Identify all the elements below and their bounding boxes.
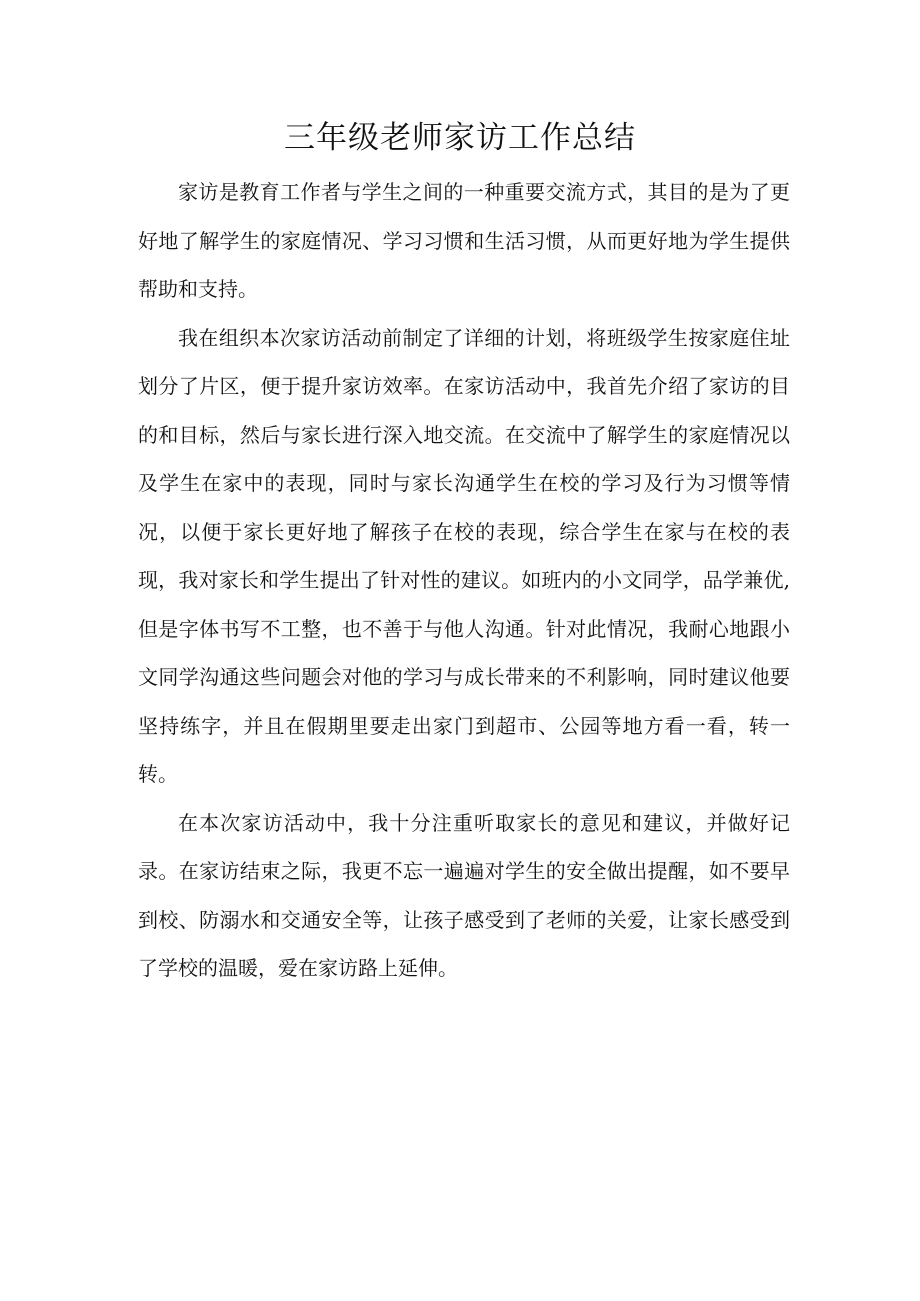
paragraph-activity: 我在组织本次家访活动前制定了详细的计划，将班级学生按家庭住址划分了片区，便于提升家访效率。在家访活动中，我首先介绍了家访的目的和目标，然后与家长进行深入地交流。在交流中了解学生的家庭情况以及学生在家中的表现，同时与家长沟通学生在校的学习及行为习惯等情况，以便于家长更好地了解孩子在校的表现，综合学生在家与在校的表现，我对家长和学生提出了针对性的建议。如班内的小文同学，品学兼优,但是字体书写不工整，也不善于与他人沟通。针对此情况，我耐心地跟小文同学沟通这些问题会对他的学习与成长带来的不利影响，同时建议他要坚持练字，并且在假期里要走出家门到超市、公园等地方看一看，转一转。 <box>138 325 790 786</box>
paragraph-intro: 家访是教育工作者与学生之间的一种重要交流方式，其目的是为了更好地了解学生的家庭情况、学习习惯和生活习惯，从而更好地为学生提供帮助和支持。 <box>138 180 790 301</box>
document-body <box>138 168 790 993</box>
paragraph-conclusion: 在本次家访活动中，我十分注重听取家长的意见和建议，并做好记录。在家访结束之际，我更不忘一遍遍对学生的安全做出提醒，如不要早到校、防溺水和交通安全等，让孩子感受到了老师的关爱，让家长感受到了学校的温暖，爱在家访路上延伸。 <box>138 810 790 980</box>
document-title: 三年级老师家访工作总结 <box>284 120 636 156</box>
